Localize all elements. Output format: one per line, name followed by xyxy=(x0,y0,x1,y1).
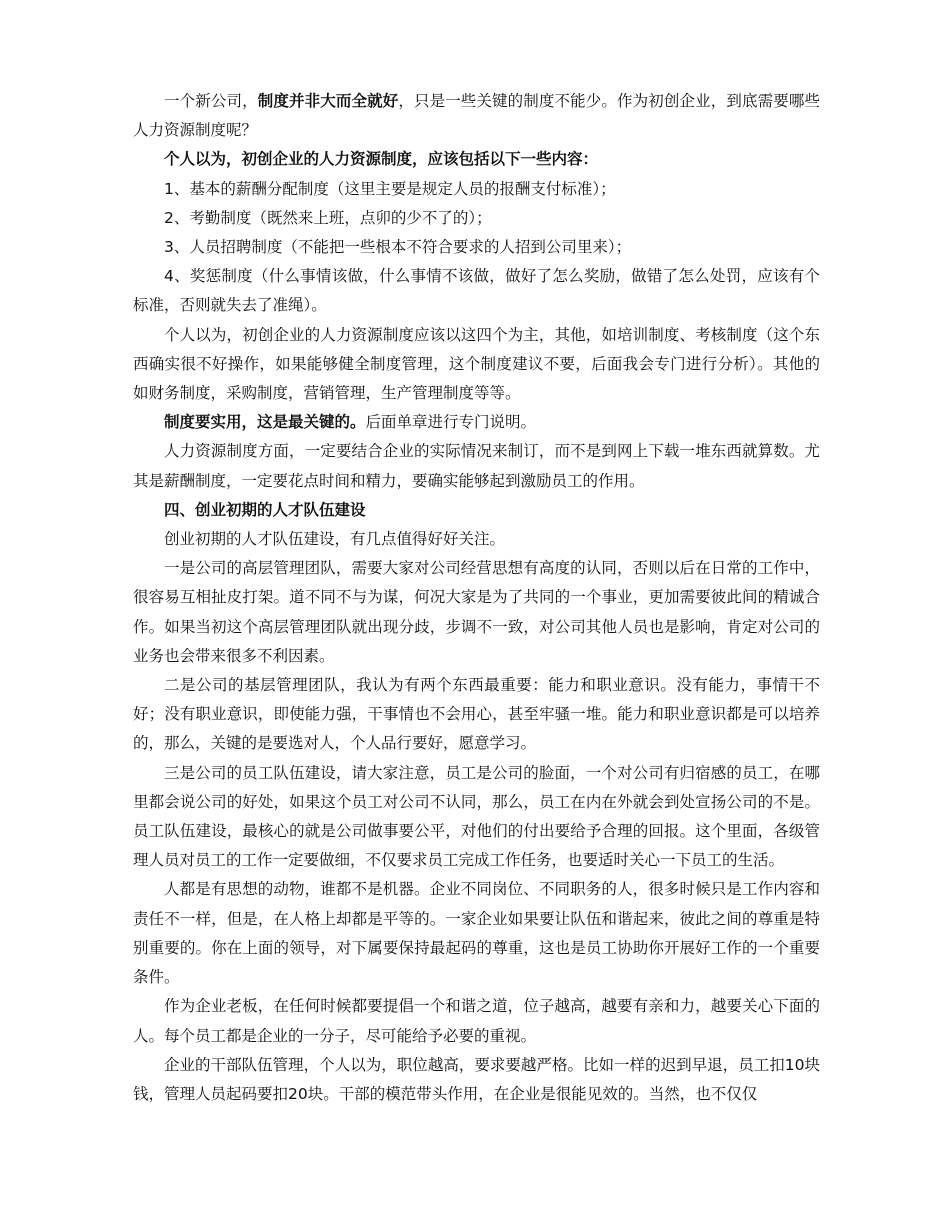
paragraph: 一是公司的高层管理团队，需要大家对公司经营思想有高度的认同，否则以后在日常的工作中，很容易互相扯皮打架。道不同不与为谋，何况大家是为了共同的一个事业，更加需要彼此间的精诚合作。如果当初这个高层管理团队就出现分歧，步调不一致，对公司其他人员也是影响，肯定对公司的业务也会带来很多不利因素。 xyxy=(133,559,820,665)
bold-statement: 个人以为，初创企业的人力资源制度，应该包括以下一些内容： xyxy=(164,150,599,169)
list-item: 2、考勤制度（既然来上班，点卯的少不了的）； xyxy=(164,208,492,227)
paragraph: 作为企业老板，在任何时候都要提倡一个和谐之道，位子越高，越要有亲和力，越要关心下面的人。每个员工都是企业的一分子，尽可能给予必要的重视。 xyxy=(133,997,820,1045)
paragraph-intro: 一个新公司，制度并非大而全就好，只是一些关键的制度不能少。作为初创企业，到底需要哪些人力资源制度呢？ xyxy=(133,92,820,140)
paragraph: 二是公司的基层管理团队，我认为有两个东西最重要：能力和职业意识。没有能力，事情干不好；没有职业意识，即使能力强，干事情也不会用心，甚至牢骚一堆。能力和职业意识都是可以培养的，那么，关键的是要选对人，个人品行要好，愿意学习。 xyxy=(133,676,820,753)
bold-phrase: 制度并非大而全就好 xyxy=(257,92,399,110)
paragraph: 三是公司的员工队伍建设，请大家注意，员工是公司的脸面，一个对公司有归宿感的员工，在哪里都会说公司的好处，如果这个员工对公司不认同，那么，员工在内在外就会到处宣扬公司的不是。员工队伍建设，最核心的就是公司做事要公平，对他们的付出要给予合理的回报。这个里面，各级管理人员对员工的工作一定要做细，不仅要求员工完成工作任务，也要适时关心一下员工的生活。 xyxy=(133,763,820,870)
list-item: 1、基本的薪酬分配制度（这里主要是规定人员的报酬支付标准）； xyxy=(164,179,616,198)
section-heading: 四、创业初期的人才队伍建设 xyxy=(164,500,366,519)
paragraph: 人都是有思想的动物，谁都不是机器。企业不同岗位、不同职务的人，很多时候只是工作内容和责任不一样，但是，在人格上却都是平等的。一家企业如果要让队伍和谐起来，彼此之间的尊重是特别重要的。你在上面的领导，对下属要保持最起码的尊重，这也是员工协助你开展好工作的一个重要条件。 xyxy=(133,880,820,987)
paragraph: 人力资源制度方面，一定要结合企业的实际情况来制订，而不是到网上下载一堆东西就算数。尤其是薪酬制度，一定要花点时间和精力，要确实能够起到激励员工的作用。 xyxy=(133,442,820,490)
paragraph: 创业初期的人才队伍建设，有几点值得好好关注。 xyxy=(164,530,506,549)
list-item: 4、奖惩制度（什么事情该做，什么事情不该做，做好了怎么奖励，做错了怎么处罚，应该有个标准，否则就失去了准绳）。 xyxy=(133,267,820,315)
bold-phrase: 制度要实用，这是最关键的。 xyxy=(164,413,366,432)
list-item: 3、人员招聘制度（不能把一些根本不符合要求的人招到公司里来）； xyxy=(164,238,632,257)
paragraph: 制度要实用，这是最关键的。后面单章进行专门说明。 xyxy=(164,413,537,432)
paragraph: 个人以为，初创企业的人力资源制度应该以这四个为主，其他，如培训制度、考核制度（这个东西确实很不好操作，如果能够健全制度管理，这个制度建议不要，后面我会专门进行分析）。其他的如财务制度，采购制度，营销管理，生产管理制度等等。 xyxy=(133,325,820,403)
paragraph: 企业的干部队伍管理，个人以为，职位越高，要求要越严格。比如一样的迟到早退，员工扣10块钱，管理人员起码要扣20块。干部的模范带头作用，在企业是很能见效的。当然，也不仅仅 xyxy=(133,1055,820,1103)
